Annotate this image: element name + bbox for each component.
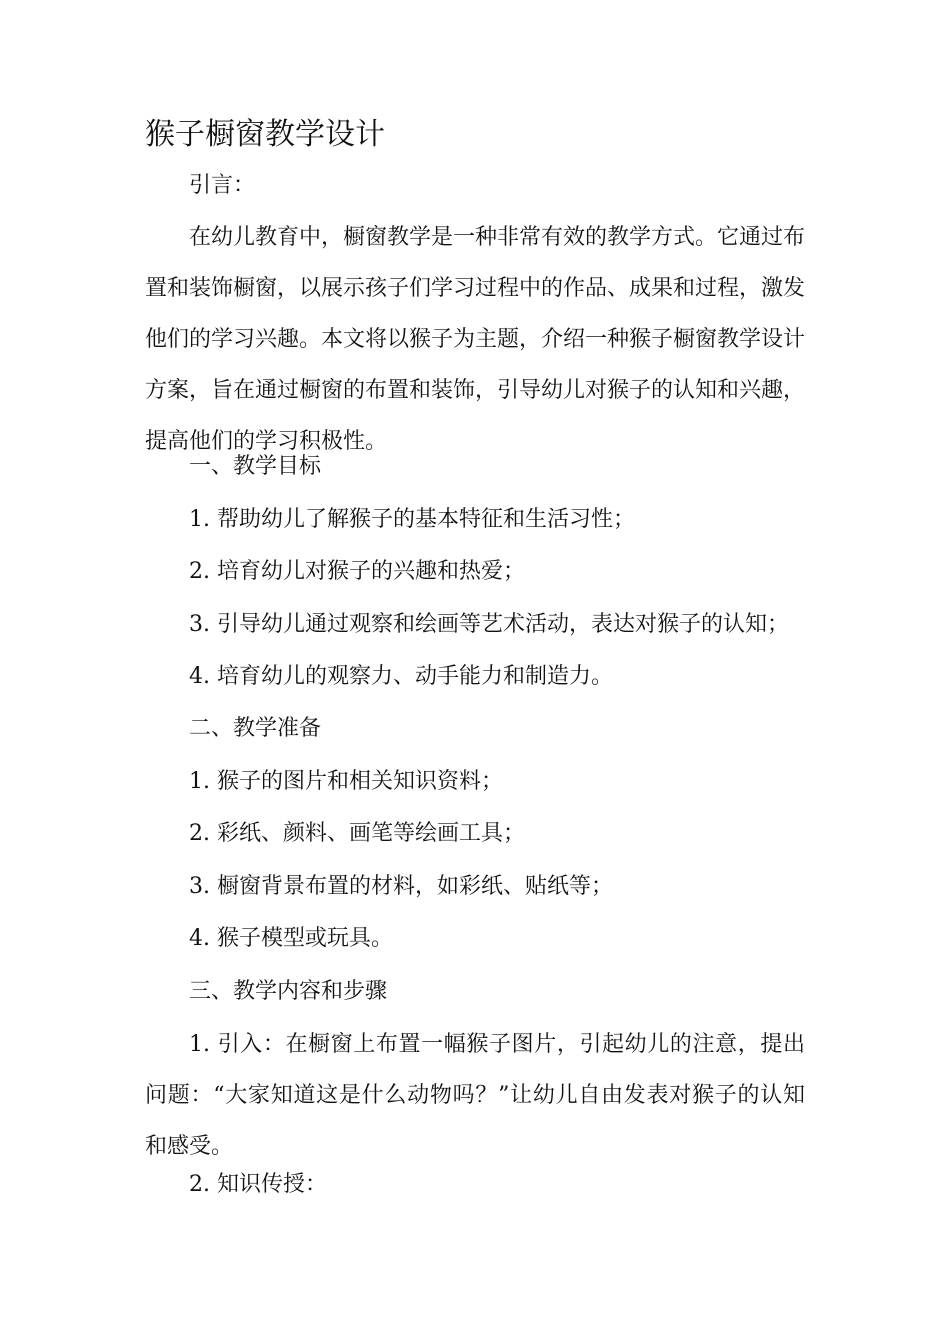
goal-item-4: 4. 培育幼儿的观察力、动手能力和制造力。 [189, 664, 613, 689]
preparation-item-4: 4. 猴子模型或玩具。 [189, 926, 393, 951]
preparation-item-2: 2. 彩纸、颜料、画笔等绘画工具； [189, 821, 525, 846]
section-heading-goals: 一、教学目标 [189, 454, 322, 479]
preparation-item-1: 1. 猴子的图片和相关知识资料； [189, 769, 503, 794]
intro-paragraph: 在幼儿教育中，橱窗教学是一种非常有效的教学方式。它通过布置和装饰橱窗，以展示孩子们学习过程中的作品、成果和过程，激发他们的学习兴趣。本文将以猴子为主题，介绍一种猴子橱窗教学设计方案，旨在通过橱窗的布置和装饰，引导幼儿对猴子的认知和兴趣，提高他们的学习积极性。 [145, 225, 806, 454]
document-title: 猴子橱窗教学设计 [145, 117, 385, 152]
preparation-item-3: 3. 橱窗背景布置的材料，如彩纸、贴纸等； [189, 874, 613, 899]
section-heading-content-steps: 三、教学内容和步骤 [189, 979, 388, 1004]
goal-item-1: 1. 帮助幼儿了解猴子的基本特征和生活习性； [189, 507, 635, 532]
intro-label: 引言： [189, 173, 256, 198]
section-heading-preparation: 二、教学准备 [189, 716, 322, 741]
step-item-1: 1. 引入：在橱窗上布置一幅猴子图片，引起幼儿的注意，提出问题：“大家知道这是什么动物吗？”让幼儿自由发表对猴子的认知和感受。 [145, 1032, 805, 1159]
goal-item-2: 2. 培育幼儿对猴子的兴趣和热爱； [189, 559, 525, 584]
step-item-2: 2. 知识传授： [189, 1172, 327, 1197]
goal-item-3: 3. 引导幼儿通过观察和绘画等艺术活动，表达对猴子的认知； [189, 612, 789, 637]
